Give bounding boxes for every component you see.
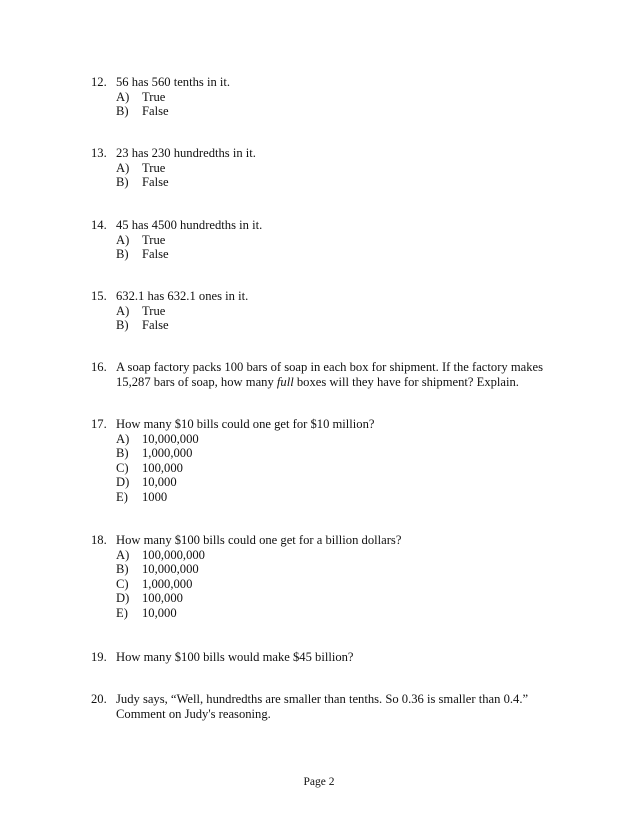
question-text-part: 15,287 bars of soap, how many: [116, 374, 277, 389]
option-text: True: [142, 160, 166, 175]
question-text: 45 has 4500 hundredths in it.: [116, 218, 263, 232]
option-letter: B): [116, 104, 129, 119]
option-text: 1000: [142, 489, 168, 504]
option-letter: E): [116, 489, 128, 504]
question-text: Judy says, “Well, hundredths are smaller than tenths. So 0.36 is smaller than 0.4.”: [116, 692, 529, 706]
question-number: 12.: [91, 75, 107, 89]
question-number: 19.: [91, 650, 107, 664]
option-text: True: [142, 232, 166, 247]
question-text: Comment on Judy's reasoning.: [116, 706, 271, 721]
question-number: 17.: [91, 417, 107, 431]
option-letter: A): [116, 303, 130, 318]
question-number: 13.: [91, 146, 107, 160]
option-text: False: [142, 175, 169, 190]
option-text: False: [142, 318, 169, 333]
option-letter: D): [116, 591, 130, 606]
question-number: 15.: [91, 289, 107, 303]
question-text: 56 has 560 tenths in it.: [116, 75, 231, 89]
option-letter: D): [116, 475, 130, 490]
option-text: 10,000,000: [142, 431, 199, 446]
option-text: 100,000: [142, 591, 183, 606]
question-text: How many $10 bills could one get for $10 million?: [116, 417, 375, 431]
question-number: 20.: [91, 692, 107, 706]
option-letter: A): [116, 431, 130, 446]
option-letter: B): [116, 175, 129, 190]
option-letter: E): [116, 605, 128, 620]
option-text: True: [142, 89, 166, 104]
question-text: How many $100 bills would make $45 billion?: [116, 650, 354, 664]
option-text: False: [142, 247, 169, 262]
option-letter: A): [116, 547, 130, 562]
question-number: 16.: [91, 360, 107, 374]
option-text: 100,000,000: [142, 547, 205, 562]
option-text: 1,000,000: [142, 446, 193, 461]
question-text-part: boxes will they have for shipment? Explain.: [293, 374, 519, 389]
question-text: 23 has 230 hundredths in it.: [116, 146, 256, 160]
page-number: Page 2: [303, 776, 335, 788]
option-letter: A): [116, 160, 130, 175]
question-text: 632.1 has 632.1 ones in it.: [116, 289, 249, 303]
question-text: A soap factory packs 100 bars of soap in each box for shipment. If the factory makes: [116, 360, 544, 374]
option-letter: C): [116, 576, 129, 591]
question-number: 18.: [91, 533, 107, 547]
option-text: 10,000: [142, 605, 177, 620]
question-text: How many $100 bills could one get for a billion dollars?: [116, 533, 402, 547]
option-text: 10,000: [142, 475, 177, 490]
question-number: 14.: [91, 218, 107, 232]
option-letter: C): [116, 460, 129, 475]
option-letter: A): [116, 89, 130, 104]
option-text: 10,000,000: [142, 562, 199, 577]
option-text: False: [142, 104, 169, 119]
question-text-line-2: [116, 375, 519, 390]
option-letter: B): [116, 562, 129, 577]
option-letter: B): [116, 446, 129, 461]
option-letter: A): [116, 232, 130, 247]
option-text: 1,000,000: [142, 576, 193, 591]
option-text: True: [142, 303, 166, 318]
option-letter: B): [116, 247, 129, 262]
option-text: 100,000: [142, 460, 183, 475]
emphasized-word: full: [276, 374, 294, 389]
option-letter: B): [116, 318, 129, 333]
